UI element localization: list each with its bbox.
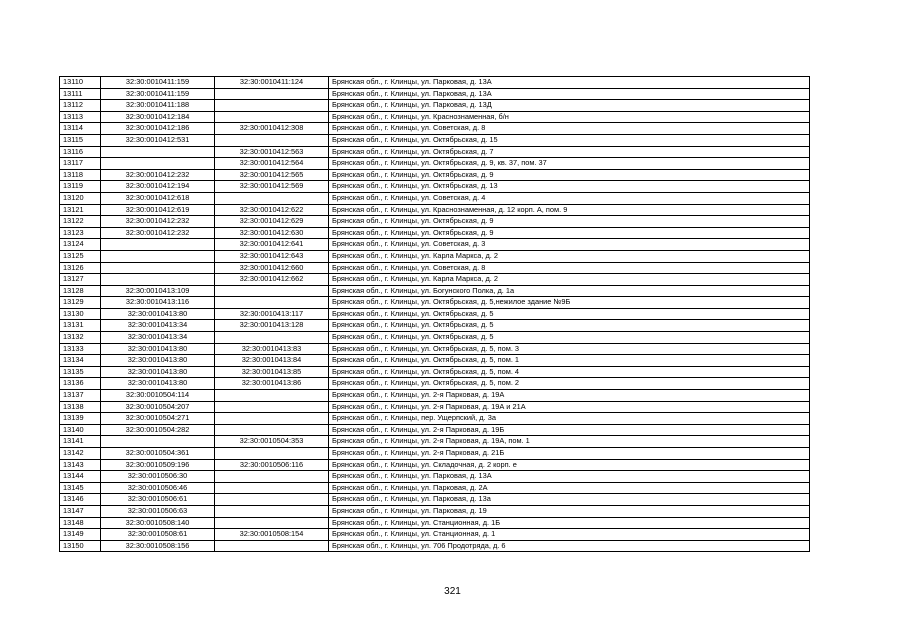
cadastral-number-cell [101, 146, 215, 158]
address-cell: Брянская обл., г. Клинцы, ул. Октябрьская, д. 7 [329, 146, 810, 158]
row-number-cell: 13147 [60, 505, 101, 517]
row-number-cell: 13131 [60, 320, 101, 332]
table-row [60, 181, 810, 193]
related-cadastral-number-cell [215, 517, 329, 529]
cadastral-number-cell: 32:30:0010413:116 [101, 297, 215, 309]
related-cadastral-number-cell: 32:30:0010412:563 [215, 146, 329, 158]
related-cadastral-number-cell [215, 540, 329, 552]
related-cadastral-number-cell: 32:30:0010412:643 [215, 250, 329, 262]
cadastral-number-cell [101, 436, 215, 448]
table-row [60, 366, 810, 378]
table-row [60, 146, 810, 158]
cadastral-number-cell: 32:30:0010413:34 [101, 332, 215, 344]
address-cell: Брянская обл., г. Клинцы, ул. Парковая, д. 13А [329, 77, 810, 89]
registry-table [59, 76, 810, 552]
cadastral-number-cell: 32:30:0010508:61 [101, 529, 215, 541]
table-row [60, 227, 810, 239]
cadastral-number-cell: 32:30:0010412:531 [101, 134, 215, 146]
cadastral-number-cell: 32:30:0010412:619 [101, 204, 215, 216]
cadastral-number-cell: 32:30:0010411:159 [101, 77, 215, 89]
table-row [60, 378, 810, 390]
cadastral-number-cell: 32:30:0010412:232 [101, 227, 215, 239]
related-cadastral-number-cell [215, 134, 329, 146]
address-cell: Брянская обл., г. Клинцы, ул. Парковая, д. 13А [329, 88, 810, 100]
table-row [60, 424, 810, 436]
address-cell: Брянская обл., г. Клинцы, ул. Советская, д. 8 [329, 123, 810, 135]
address-cell: Брянская обл., г. Клинцы, ул. 2-я Парковая, д. 19А, пом. 1 [329, 436, 810, 448]
table-row [60, 459, 810, 471]
cadastral-number-cell: 32:30:0010413:109 [101, 285, 215, 297]
cadastral-number-cell: 32:30:0010412:186 [101, 123, 215, 135]
row-number-cell: 13119 [60, 181, 101, 193]
table-row [60, 448, 810, 460]
related-cadastral-number-cell [215, 471, 329, 483]
registry-table-body [60, 77, 810, 552]
row-number-cell: 13137 [60, 390, 101, 402]
table-row [60, 320, 810, 332]
address-cell: Брянская обл., г. Клинцы, ул. Парковая, д. 13А [329, 471, 810, 483]
cadastral-number-cell: 32:30:0010508:140 [101, 517, 215, 529]
row-number-cell: 13143 [60, 459, 101, 471]
row-number-cell: 13150 [60, 540, 101, 552]
table-row [60, 169, 810, 181]
related-cadastral-number-cell [215, 100, 329, 112]
row-number-cell: 13134 [60, 355, 101, 367]
related-cadastral-number-cell [215, 390, 329, 402]
address-cell: Брянская обл., г. Клинцы, ул. Складочная, д. 2 корп. е [329, 459, 810, 471]
row-number-cell: 13130 [60, 308, 101, 320]
address-cell: Брянская обл., г. Клинцы, ул. Богунского Полка, д. 1а [329, 285, 810, 297]
row-number-cell: 13113 [60, 111, 101, 123]
row-number-cell: 13128 [60, 285, 101, 297]
table-row [60, 158, 810, 170]
row-number-cell: 13112 [60, 100, 101, 112]
row-number-cell: 13123 [60, 227, 101, 239]
cadastral-number-cell: 32:30:0010504:282 [101, 424, 215, 436]
cadastral-number-cell: 32:30:0010412:194 [101, 181, 215, 193]
table-row [60, 505, 810, 517]
cadastral-number-cell: 32:30:0010412:184 [101, 111, 215, 123]
address-cell: Брянская обл., г. Клинцы, ул. Карла Маркса, д. 2 [329, 274, 810, 286]
table-row [60, 540, 810, 552]
address-cell: Брянская обл., г. Клинцы, ул. Октябрьская, д. 5 [329, 320, 810, 332]
cadastral-number-cell: 32:30:0010412:232 [101, 169, 215, 181]
row-number-cell: 13120 [60, 192, 101, 204]
related-cadastral-number-cell [215, 332, 329, 344]
address-cell: Брянская обл., г. Клинцы, ул. Карла Маркса, д. 2 [329, 250, 810, 262]
related-cadastral-number-cell: 32:30:0010412:662 [215, 274, 329, 286]
row-number-cell: 13149 [60, 529, 101, 541]
cadastral-number-cell: 32:30:0010411:188 [101, 100, 215, 112]
row-number-cell: 13140 [60, 424, 101, 436]
related-cadastral-number-cell: 32:30:0010412:569 [215, 181, 329, 193]
related-cadastral-number-cell: 32:30:0010412:629 [215, 216, 329, 228]
table-row [60, 239, 810, 251]
table-row [60, 204, 810, 216]
cadastral-number-cell: 32:30:0010413:80 [101, 378, 215, 390]
address-cell: Брянская обл., г. Клинцы, ул. Парковая, д. 19 [329, 505, 810, 517]
table-row [60, 482, 810, 494]
address-cell: Брянская обл., г. Клинцы, ул. Октябрьская, д. 5, пом. 1 [329, 355, 810, 367]
address-cell: Брянская обл., г. Клинцы, ул. Октябрьская, д. 5,нежилое здание №9Б [329, 297, 810, 309]
related-cadastral-number-cell: 32:30:0010412:641 [215, 239, 329, 251]
address-cell: Брянская обл., г. Клинцы, ул. Октябрьская, д. 9 [329, 216, 810, 228]
page-number: 321 [444, 586, 461, 597]
related-cadastral-number-cell: 32:30:0010413:86 [215, 378, 329, 390]
related-cadastral-number-cell: 32:30:0010412:622 [215, 204, 329, 216]
cadastral-number-cell: 32:30:0010504:271 [101, 413, 215, 425]
related-cadastral-number-cell [215, 494, 329, 506]
cadastral-number-cell: 32:30:0010413:80 [101, 366, 215, 378]
table-row [60, 274, 810, 286]
table-row [60, 355, 810, 367]
related-cadastral-number-cell [215, 111, 329, 123]
table-row [60, 308, 810, 320]
table-row [60, 250, 810, 262]
related-cadastral-number-cell: 32:30:0010413:84 [215, 355, 329, 367]
row-number-cell: 13142 [60, 448, 101, 460]
cadastral-number-cell [101, 158, 215, 170]
row-number-cell: 13136 [60, 378, 101, 390]
related-cadastral-number-cell: 32:30:0010413:83 [215, 343, 329, 355]
table-row [60, 123, 810, 135]
address-cell: Брянская обл., г. Клинцы, ул. Краснознаменная, б/н [329, 111, 810, 123]
table-row [60, 262, 810, 274]
cadastral-number-cell: 32:30:0010509:196 [101, 459, 215, 471]
cadastral-number-cell: 32:30:0010413:80 [101, 343, 215, 355]
cadastral-number-cell [101, 250, 215, 262]
cadastral-number-cell: 32:30:0010504:114 [101, 390, 215, 402]
related-cadastral-number-cell: 32:30:0010413:85 [215, 366, 329, 378]
table-row [60, 192, 810, 204]
table-row [60, 529, 810, 541]
address-cell: Брянская обл., г. Клинцы, пер. Ущерпский, д. 3а [329, 413, 810, 425]
row-number-cell: 13138 [60, 401, 101, 413]
related-cadastral-number-cell [215, 482, 329, 494]
related-cadastral-number-cell [215, 401, 329, 413]
address-cell: Брянская обл., г. Клинцы, ул. Октябрьская, д. 5, пом. 4 [329, 366, 810, 378]
related-cadastral-number-cell: 32:30:0010413:128 [215, 320, 329, 332]
address-cell: Брянская обл., г. Клинцы, ул. Советская, д. 4 [329, 192, 810, 204]
row-number-cell: 13127 [60, 274, 101, 286]
address-cell: Брянская обл., г. Клинцы, ул. Октябрьская, д. 13 [329, 181, 810, 193]
row-number-cell: 13129 [60, 297, 101, 309]
address-cell: Брянская обл., г. Клинцы, ул. Октябрьская, д. 5 [329, 332, 810, 344]
address-cell: Брянская обл., г. Клинцы, ул. Станционная, д. 1 [329, 529, 810, 541]
related-cadastral-number-cell: 32:30:0010413:117 [215, 308, 329, 320]
table-row [60, 297, 810, 309]
row-number-cell: 13145 [60, 482, 101, 494]
related-cadastral-number-cell: 32:30:0010412:630 [215, 227, 329, 239]
address-cell: Брянская обл., г. Клинцы, ул. 2-я Парковая, д. 21Б [329, 448, 810, 460]
table-row [60, 111, 810, 123]
row-number-cell: 13126 [60, 262, 101, 274]
cadastral-number-cell: 32:30:0010504:207 [101, 401, 215, 413]
cadastral-number-cell: 32:30:0010506:30 [101, 471, 215, 483]
address-cell: Брянская обл., г. Клинцы, ул. Станционная, д. 1Б [329, 517, 810, 529]
row-number-cell: 13148 [60, 517, 101, 529]
table-row [60, 332, 810, 344]
table-row [60, 517, 810, 529]
address-cell: Брянская обл., г. Клинцы, ул. Октябрьская, д. 15 [329, 134, 810, 146]
cadastral-number-cell [101, 239, 215, 251]
address-cell: Брянская обл., г. Клинцы, ул. Парковая, д. 13а [329, 494, 810, 506]
related-cadastral-number-cell [215, 88, 329, 100]
row-number-cell: 13111 [60, 88, 101, 100]
address-cell: Брянская обл., г. Клинцы, ул. Парковая, д. 13Д [329, 100, 810, 112]
cadastral-number-cell: 32:30:0010506:63 [101, 505, 215, 517]
related-cadastral-number-cell: 32:30:0010508:154 [215, 529, 329, 541]
table-row [60, 471, 810, 483]
address-cell: Брянская обл., г. Клинцы, ул. Октябрьская, д. 9 [329, 227, 810, 239]
related-cadastral-number-cell [215, 192, 329, 204]
table-row [60, 216, 810, 228]
table-row [60, 88, 810, 100]
cadastral-number-cell: 32:30:0010412:232 [101, 216, 215, 228]
address-cell: Брянская обл., г. Клинцы, ул. Октябрьская, д. 9, кв. 37, пом. 37 [329, 158, 810, 170]
address-cell: Брянская обл., г. Клинцы, ул. Советская, д. 3 [329, 239, 810, 251]
related-cadastral-number-cell: 32:30:0010506:116 [215, 459, 329, 471]
row-number-cell: 13144 [60, 471, 101, 483]
row-number-cell: 13117 [60, 158, 101, 170]
address-cell: Брянская обл., г. Клинцы, ул. Краснознаменная, д. 12 корп. А, пом. 9 [329, 204, 810, 216]
table-row [60, 285, 810, 297]
table-row [60, 390, 810, 402]
address-cell: Брянская обл., г. Клинцы, ул. 2-я Парковая, д. 19А [329, 390, 810, 402]
address-cell: Брянская обл., г. Клинцы, ул. 2-я Парковая, д. 19А и 21А [329, 401, 810, 413]
table-row [60, 77, 810, 89]
row-number-cell: 13139 [60, 413, 101, 425]
cadastral-number-cell: 32:30:0010506:61 [101, 494, 215, 506]
address-cell: Брянская обл., г. Клинцы, ул. Парковая, д. 2А [329, 482, 810, 494]
row-number-cell: 13133 [60, 343, 101, 355]
cadastral-number-cell: 32:30:0010506:46 [101, 482, 215, 494]
cadastral-number-cell: 32:30:0010413:80 [101, 308, 215, 320]
cadastral-number-cell: 32:30:0010413:80 [101, 355, 215, 367]
table-row [60, 100, 810, 112]
related-cadastral-number-cell: 32:30:0010412:564 [215, 158, 329, 170]
cadastral-number-cell: 32:30:0010508:156 [101, 540, 215, 552]
row-number-cell: 13141 [60, 436, 101, 448]
address-cell: Брянская обл., г. Клинцы, ул. Октябрьская, д. 5, пом. 2 [329, 378, 810, 390]
table-row [60, 413, 810, 425]
address-cell: Брянская обл., г. Клинцы, ул. Октябрьская, д. 5, пом. 3 [329, 343, 810, 355]
related-cadastral-number-cell [215, 297, 329, 309]
related-cadastral-number-cell [215, 285, 329, 297]
row-number-cell: 13116 [60, 146, 101, 158]
table-row [60, 401, 810, 413]
related-cadastral-number-cell: 32:30:0010504:353 [215, 436, 329, 448]
row-number-cell: 13114 [60, 123, 101, 135]
row-number-cell: 13122 [60, 216, 101, 228]
row-number-cell: 13124 [60, 239, 101, 251]
related-cadastral-number-cell: 32:30:0010412:660 [215, 262, 329, 274]
address-cell: Брянская обл., г. Клинцы, ул. 2-я Парковая, д. 19Б [329, 424, 810, 436]
row-number-cell: 13121 [60, 204, 101, 216]
cadastral-number-cell: 32:30:0010504:361 [101, 448, 215, 460]
table-row [60, 494, 810, 506]
row-number-cell: 13110 [60, 77, 101, 89]
row-number-cell: 13135 [60, 366, 101, 378]
cadastral-number-cell [101, 262, 215, 274]
table-row [60, 343, 810, 355]
row-number-cell: 13125 [60, 250, 101, 262]
cadastral-number-cell [101, 274, 215, 286]
cadastral-number-cell: 32:30:0010411:159 [101, 88, 215, 100]
address-cell: Брянская обл., г. Клинцы, ул. Октябрьская, д. 9 [329, 169, 810, 181]
row-number-cell: 13146 [60, 494, 101, 506]
related-cadastral-number-cell: 32:30:0010412:308 [215, 123, 329, 135]
address-cell: Брянская обл., г. Клинцы, ул. Советская, д. 8 [329, 262, 810, 274]
related-cadastral-number-cell: 32:30:0010412:565 [215, 169, 329, 181]
table-row [60, 134, 810, 146]
related-cadastral-number-cell [215, 505, 329, 517]
address-cell: Брянская обл., г. Клинцы, ул. 706 Продотряда, д. 6 [329, 540, 810, 552]
table-row [60, 436, 810, 448]
related-cadastral-number-cell: 32:30:0010411:124 [215, 77, 329, 89]
cadastral-number-cell: 32:30:0010413:34 [101, 320, 215, 332]
address-cell: Брянская обл., г. Клинцы, ул. Октябрьская, д. 5 [329, 308, 810, 320]
related-cadastral-number-cell [215, 424, 329, 436]
related-cadastral-number-cell [215, 448, 329, 460]
row-number-cell: 13115 [60, 134, 101, 146]
row-number-cell: 13132 [60, 332, 101, 344]
cadastral-number-cell: 32:30:0010412:618 [101, 192, 215, 204]
row-number-cell: 13118 [60, 169, 101, 181]
related-cadastral-number-cell [215, 413, 329, 425]
